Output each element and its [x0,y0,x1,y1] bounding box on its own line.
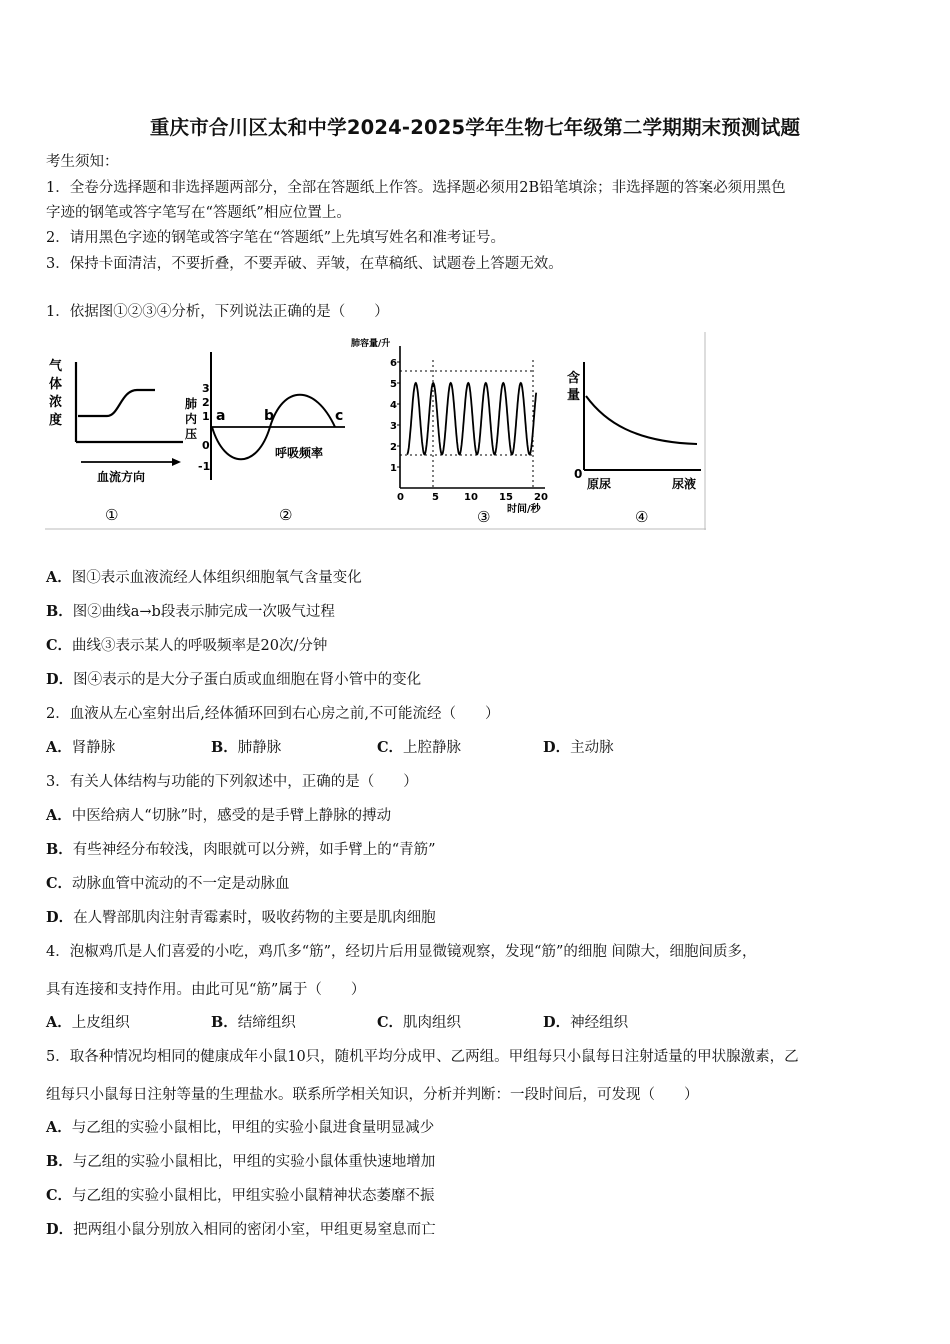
notice-line: 2．请用黑色字迹的钢笔或答字笔在“答题纸”上先填写姓名和准考证号。 [46,230,506,246]
fig2-xlabel: 呼吸频率 [275,446,324,460]
page-title: 重庆市合川区太和中学2024-2025学年生物七年级第二学期期末预测试题 [149,116,801,139]
fig4-ylabel-char: 含 [567,371,581,386]
question-5-stem-line: 组每只小鼠每日注射等量的生理盐水。联系所学相关知识，分析并判断：一段时间后，可发现（ ） [46,1087,699,1103]
fig1-ylabel-char: 气 [49,359,63,374]
q5-option-b: B．与乙组的实验小鼠相比，甲组的实验小鼠体重快速地增加 [46,1153,436,1170]
q5-option-a: A．与乙组的实验小鼠相比，甲组的实验小鼠进食量明显减少 [46,1119,435,1136]
notice-heading: 考生须知： [46,154,119,170]
fig3-ytick-label: 2 [390,442,397,453]
fig2-point-b: b [264,408,275,424]
q5-option-c: C．与乙组的实验小鼠相比，甲组实验小鼠精神状态萎靡不振 [46,1187,435,1204]
fig3-ytick-label: 1 [390,463,397,474]
fig3-xtick-label: 5 [432,492,439,503]
q3-option-d: D．在人臀部肌肉注射青霉素时，吸收药物的主要是肌肉细胞 [46,909,436,926]
figure-3 [351,337,548,526]
fig3-xtick-label: 15 [499,492,513,503]
notice-line: 1．全卷分选择题和非选择题两部分，全部在答题纸上作答。选择题必须用2B铅笔填涂；非选择题的答案必须用黑色 [46,180,786,196]
q1-option-c: C．曲线③表示某人的呼吸频率是20次/分钟 [46,637,328,654]
fig3-ylabel: 肺容量/升 [351,339,391,349]
q3-option-c: C．动脉血管中流动的不一定是动脉血 [46,875,290,892]
fig3-xtick-label: 0 [397,492,404,503]
fig4-ylabel-char: 量 [567,388,581,403]
question-4-stem-line: 具有连接和支持作用。由此可见“筋”属于（ ） [46,982,366,998]
q2-option-a: A．肾静脉 [46,739,116,756]
q4-option-c: C．肌肉组织 [377,1014,462,1031]
fig2-point-c: c [335,408,344,424]
fig1-number: ① [105,506,119,524]
question-3-stem: 3．有关人体结构与功能的下列叙述中，正确的是（ ） [46,774,418,790]
fig3-number: ③ [477,508,491,526]
q1-option-a: A．图①表示血液流经人体组织细胞氧气含量变化 [46,569,362,586]
q2-option-c: C．上腔静脉 [377,739,462,756]
fig3-curve [407,383,536,454]
fig4-origin: 0 [574,467,583,481]
fig4-xstart: 原尿 [587,477,612,491]
fig2-ylabel-char: 内 [185,412,198,426]
q4-option-d: D．神经组织 [543,1014,629,1031]
q1-figure [45,332,706,530]
question-5-stem-line: 5．取各种情况均相同的健康成年小鼠10只，随机平均分成甲、乙两组。甲组每只小鼠每日注射适量的甲状腺激素，乙 [46,1049,799,1065]
fig3-xtick-label: 20 [534,492,548,503]
q3-option-b: B．有些神经分布较浅，肉眼就可以分辨，如手臂上的“青筋” [46,841,436,858]
fig2-number: ② [279,506,293,524]
fig3-ytick-label: 4 [390,400,397,411]
fig4-number: ④ [635,508,649,526]
fig1-ylabel-char: 体 [49,377,63,392]
fig1-arrow-head [172,458,181,466]
fig3-xtick-label: 10 [464,492,478,503]
q1-option-d: D．图④表示的是大分子蛋白质或血细胞在肾小管中的变化 [46,671,422,688]
question-1-stem: 1．依据图①②③④分析，下列说法正确的是（ ） [46,304,389,320]
notice-line: 字迹的钢笔或答字笔写在“答题纸”相应位置上。 [46,205,351,221]
fig3-ytick-label: 3 [390,421,397,432]
q4-option-a: A．上皮组织 [46,1014,130,1031]
fig1-ylabel-char: 度 [49,413,63,428]
fig2-tick: 3 [202,382,210,395]
q3-option-a: A．中医给病人“切脉”时，感受的是手臂上静脉的搏动 [46,807,392,824]
fig2-tick: -1 [198,460,211,473]
fig3-xlabel: 时间/秒 [507,504,541,515]
fig1-ylabel-char: 浓 [49,395,63,410]
notice-line: 3．保持卡面清洁，不要折叠，不要弄破、弄皱，在草稿纸、试题卷上答题无效。 [46,256,563,272]
q2-option-d: D．主动脉 [543,739,614,756]
fig2-ylabel-char: 压 [185,427,198,441]
q1-option-b: B．图②曲线a→b段表示肺完成一次吸气过程 [46,603,335,620]
fig3-ytick-label: 6 [390,358,397,369]
fig2-tick: 1 [202,410,210,423]
figure-4 [567,362,701,526]
question-2-stem: 2．血液从左心室射出后,经体循环回到右心房之前,不可能流经（ ） [46,706,500,722]
figure-1 [49,358,183,524]
fig2-tick: 2 [202,396,210,409]
figure-2 [185,352,345,524]
fig4-curve [586,396,697,444]
q4-option-b: B．结缔组织 [211,1014,296,1031]
q5-option-d: D．把两组小鼠分别放入相同的密闭小室，甲组更易窒息而亡 [46,1221,436,1238]
fig4-xend: 尿液 [672,477,697,491]
fig2-ylabel-char: 肺 [185,397,198,411]
fig1-curve [78,390,155,416]
question-4-stem-line: 4．泡椒鸡爪是人们喜爱的小吃，鸡爪多“筋”，经切片后用显微镜观察，发现“筋”的细胞 间隙大，细胞间质多， [46,944,757,960]
fig2-tick: 0 [202,439,210,452]
q2-option-b: B．肺静脉 [211,739,282,756]
fig3-ytick-label: 5 [390,379,397,390]
fig2-point-a: a [216,408,226,424]
fig1-xlabel: 血流方向 [97,470,146,484]
